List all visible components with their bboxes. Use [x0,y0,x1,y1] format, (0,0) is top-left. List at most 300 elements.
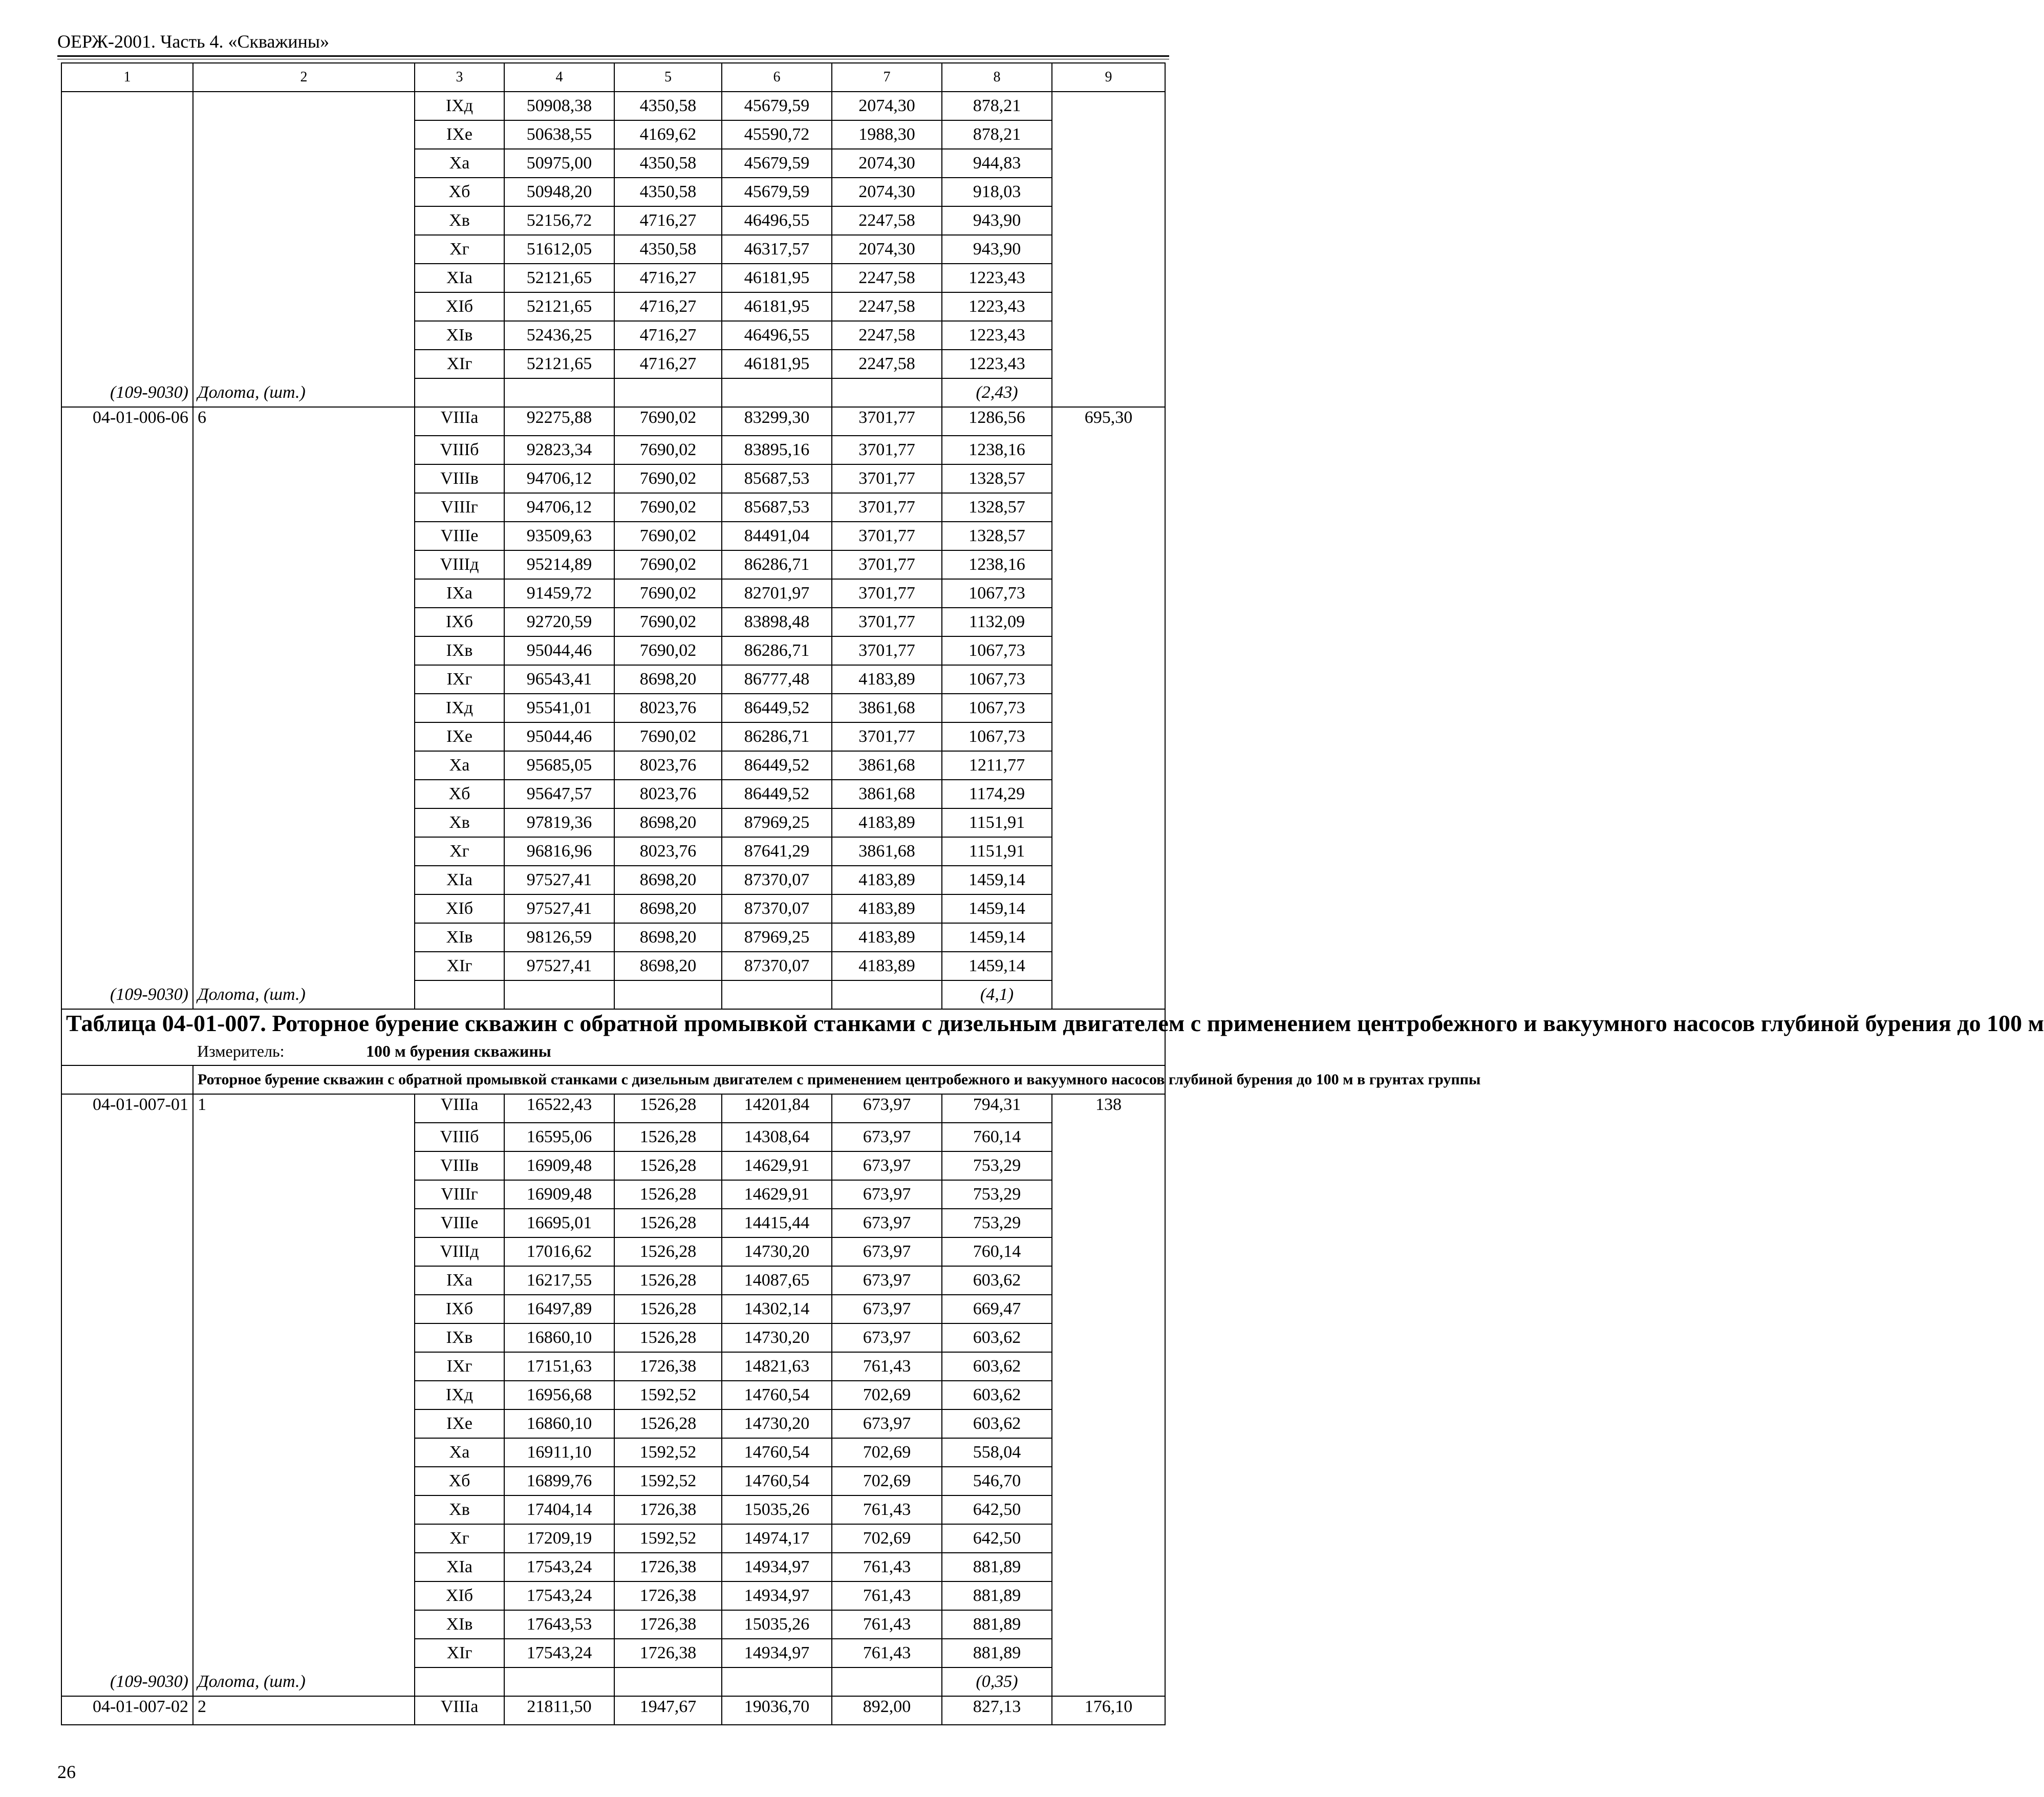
value-cell: 52121,65 [504,264,614,292]
column-header: 5 [614,63,722,92]
row-number [193,722,415,751]
value-cell: 1328,57 [942,464,1052,493]
row-number [193,694,415,722]
value-cell: 84491,04 [722,522,832,550]
value-cell: 97527,41 [504,952,614,980]
value-cell: 8023,76 [614,694,722,722]
table-row [61,1553,1165,1581]
value-cell: 3701,77 [832,636,942,665]
table-row [61,1495,1165,1524]
value-cell: 881,89 [942,1639,1052,1667]
row-number [193,1524,415,1553]
value-cell: 3701,77 [832,436,942,464]
value-cell: 87641,29 [722,837,832,866]
empty-cell [1052,980,1165,1009]
col9-value [1052,665,1165,694]
row-number [193,923,415,952]
value-cell: 1132,09 [942,608,1052,636]
empty-cell [415,378,504,407]
column-header: 2 [193,63,415,92]
value-cell: 16695,01 [504,1209,614,1237]
column-header: 8 [942,63,1052,92]
value-cell: 1726,38 [614,1352,722,1381]
value-cell: 881,89 [942,1553,1052,1581]
value-cell: 14760,54 [722,1438,832,1467]
row-number [193,1495,415,1524]
soil-group: IXв [415,1323,504,1352]
row-code [61,722,193,751]
column-header: 4 [504,63,614,92]
value-cell: 92720,59 [504,608,614,636]
row-number [193,1639,415,1667]
row-number [193,579,415,608]
soil-group: VIIIб [415,436,504,464]
table-row [61,636,1165,665]
value-cell: 1286,56 [942,407,1052,436]
soil-group: XIб [415,292,504,321]
table-row [61,206,1165,235]
row-number [193,206,415,235]
value-cell: 673,97 [832,1237,942,1266]
col9-value [1052,493,1165,522]
row-number [193,751,415,780]
value-cell: 753,29 [942,1151,1052,1180]
value-cell: 14760,54 [722,1467,832,1495]
soil-group: XIб [415,894,504,923]
empty-cell [504,378,614,407]
value-cell: 92823,34 [504,436,614,464]
soil-group: XIг [415,952,504,980]
value-cell: 1726,38 [614,1639,722,1667]
value-cell: 83898,48 [722,608,832,636]
table-row [61,694,1165,722]
value-cell: 1988,30 [832,120,942,149]
value-cell: 603,62 [942,1381,1052,1409]
resource-code: (109-9030) [61,1667,193,1696]
row-number [193,1438,415,1467]
col9-value [1052,1438,1165,1467]
value-cell: 4716,27 [614,264,722,292]
value-cell: 918,03 [942,178,1052,206]
value-cell: 21811,50 [504,1696,614,1725]
value-cell: 17151,63 [504,1352,614,1381]
value-cell: 8698,20 [614,665,722,694]
value-cell: 943,90 [942,235,1052,264]
col9-value [1052,1295,1165,1323]
row-code: 04-01-007-02 [61,1696,193,1725]
value-cell: 7690,02 [614,407,722,436]
value-cell: 2074,30 [832,178,942,206]
value-cell: 8023,76 [614,751,722,780]
value-cell: 1726,38 [614,1581,722,1610]
value-cell: 93509,63 [504,522,614,550]
value-cell: 1328,57 [942,522,1052,550]
value-cell: 673,97 [832,1209,942,1237]
col9-value [1052,1151,1165,1180]
col9-value [1052,522,1165,550]
value-cell: 3861,68 [832,837,942,866]
value-cell: 14087,65 [722,1266,832,1295]
value-cell: 98126,59 [504,923,614,952]
empty-cell [722,1667,832,1696]
value-cell: 92275,88 [504,407,614,436]
page-header: ОЕРЖ-2001. Часть 4. «Скважины» [57,31,330,52]
row-code [61,837,193,866]
value-cell: 673,97 [832,1151,942,1180]
row-number [193,1553,415,1581]
value-cell: 1526,28 [614,1409,722,1438]
empty-cell [722,980,832,1009]
table-body [61,63,2044,1725]
page-number: 26 [57,1762,76,1782]
value-cell: 603,62 [942,1409,1052,1438]
soil-group: Xг [415,1524,504,1553]
table-row [61,1438,1165,1467]
value-cell: 794,31 [942,1094,1052,1123]
value-cell: 45590,72 [722,120,832,149]
col9-value [1052,92,1165,120]
value-cell: 673,97 [832,1323,942,1352]
soil-group: IXa [415,579,504,608]
col9-value [1052,694,1165,722]
value-cell: 14934,97 [722,1639,832,1667]
row-code [61,665,193,694]
value-cell: 7690,02 [614,550,722,579]
col9-value [1052,1266,1165,1295]
row-number [193,780,415,808]
value-cell: 87370,07 [722,866,832,894]
value-cell: 7690,02 [614,636,722,665]
value-cell: 1223,43 [942,321,1052,350]
col9-value [1052,1524,1165,1553]
table-row [61,780,1165,808]
value-cell: 546,70 [942,1467,1052,1495]
value-cell: 4183,89 [832,952,942,980]
value-cell: 4183,89 [832,665,942,694]
value-cell: 17016,62 [504,1237,614,1266]
col9-value [1052,464,1165,493]
soil-group: VIIIд [415,550,504,579]
soil-group: XIг [415,350,504,378]
col9-value: 138 [1052,1094,1165,1123]
row-number [193,436,415,464]
value-cell: 4716,27 [614,206,722,235]
value-cell: 4350,58 [614,149,722,178]
value-cell: 3701,77 [832,522,942,550]
soil-group: IXб [415,608,504,636]
value-cell: 46181,95 [722,292,832,321]
value-cell: 1526,28 [614,1123,722,1151]
value-cell: 827,13 [942,1696,1052,1725]
row-number [193,264,415,292]
value-cell: 2074,30 [832,149,942,178]
table-row [61,235,1165,264]
value-cell: 642,50 [942,1495,1052,1524]
value-cell: 3701,77 [832,608,942,636]
value-cell: 2247,58 [832,206,942,235]
table-row [61,464,1165,493]
soil-group: VIIIe [415,522,504,550]
row-code [61,751,193,780]
value-cell: 46181,95 [722,264,832,292]
value-cell: 3861,68 [832,751,942,780]
col9-value [1052,751,1165,780]
value-cell: 673,97 [832,1123,942,1151]
row-number [193,1237,415,1266]
value-cell: 50948,20 [504,178,614,206]
value-cell: 82701,97 [722,579,832,608]
col9-value [1052,866,1165,894]
value-cell: 753,29 [942,1180,1052,1209]
value-cell: 702,69 [832,1524,942,1553]
col9-value [1052,1123,1165,1151]
value-cell: 94706,12 [504,464,614,493]
row-number: 2 [193,1696,415,1725]
row-code [61,894,193,923]
row-number [193,464,415,493]
value-cell: 702,69 [832,1381,942,1409]
value-cell: 86777,48 [722,665,832,694]
col9-value [1052,1323,1165,1352]
table-row [61,1295,1165,1323]
resource-code: (109-9030) [61,378,193,407]
table-row [61,1352,1165,1381]
row-code [61,808,193,837]
value-cell: 87370,07 [722,894,832,923]
value-cell: 761,43 [832,1352,942,1381]
value-cell: 14760,54 [722,1381,832,1409]
value-cell: 15035,26 [722,1610,832,1639]
col9-value [1052,350,1165,378]
resource-name: Долота, (шт.) [193,980,415,1009]
measure-label: Измеритель: [197,1042,285,1060]
value-cell: 673,97 [832,1094,942,1123]
table-row [61,1696,1165,1725]
value-cell: 7690,02 [614,493,722,522]
table-row [61,1524,1165,1553]
table-row [61,1639,1165,1667]
resource-value: (4,1) [942,980,1052,1009]
value-cell: 95685,05 [504,751,614,780]
empty-cell [832,1667,942,1696]
soil-group: IXe [415,120,504,149]
row-number [193,178,415,206]
value-cell: 1526,28 [614,1323,722,1352]
value-cell: 1211,77 [942,751,1052,780]
value-cell: 8698,20 [614,894,722,923]
value-cell: 4183,89 [832,808,942,837]
value-cell: 97819,36 [504,808,614,837]
row-code [61,1123,193,1151]
empty-cell [722,378,832,407]
soil-group: Xв [415,1495,504,1524]
soil-group: Xa [415,751,504,780]
resource-name: Долота, (шт.) [193,1667,415,1696]
row-number [193,866,415,894]
value-cell: 1223,43 [942,264,1052,292]
empty-cell [614,1667,722,1696]
value-cell: 881,89 [942,1610,1052,1639]
soil-group: VIIIв [415,1151,504,1180]
value-cell: 1726,38 [614,1553,722,1581]
value-cell: 1459,14 [942,894,1052,923]
value-cell: 87370,07 [722,952,832,980]
row-number [193,92,415,120]
value-cell: 97527,41 [504,894,614,923]
value-cell: 1238,16 [942,436,1052,464]
value-cell: 86286,71 [722,722,832,751]
measure-row [61,1037,1165,1065]
footer-row [61,1667,1165,1696]
value-cell: 86449,52 [722,751,832,780]
value-cell: 83895,16 [722,436,832,464]
column-header: 6 [722,63,832,92]
value-cell: 86286,71 [722,550,832,579]
value-cell: 702,69 [832,1438,942,1467]
value-cell: 50975,00 [504,149,614,178]
col9-value [1052,1495,1165,1524]
value-cell: 87969,25 [722,808,832,837]
value-cell: 1526,28 [614,1180,722,1209]
row-number: 1 [193,1094,415,1123]
row-code [61,608,193,636]
column-header: 1 [61,63,193,92]
table-row [61,407,1165,436]
table-row [61,722,1165,751]
value-cell: 86449,52 [722,780,832,808]
soil-group: Xв [415,808,504,837]
table-row [61,923,1165,952]
soil-group: IXг [415,1352,504,1381]
row-number: 6 [193,407,415,436]
row-code [61,493,193,522]
col9-value [1052,1553,1165,1581]
row-code [61,350,193,378]
value-cell: 15035,26 [722,1495,832,1524]
row-code [61,780,193,808]
col9-value [1052,780,1165,808]
value-cell: 3701,77 [832,464,942,493]
row-number [193,1581,415,1610]
value-cell: 702,69 [832,1467,942,1495]
row-code [61,694,193,722]
value-cell: 3701,77 [832,579,942,608]
row-number [193,894,415,923]
row-number [193,1151,415,1180]
col9-value [1052,636,1165,665]
value-cell: 14201,84 [722,1094,832,1123]
value-cell: 14974,17 [722,1524,832,1553]
soil-group: Xб [415,1467,504,1495]
table-row [61,665,1165,694]
row-code [61,1237,193,1266]
soil-group: VIIIг [415,493,504,522]
value-cell: 16860,10 [504,1323,614,1352]
row-code [61,1180,193,1209]
table-row [61,1467,1165,1495]
column-header: 9 [1052,63,1165,92]
value-cell: 1067,73 [942,636,1052,665]
measure-cell [61,1037,1165,1065]
table-description: Роторное бурение скважин с обратной промывкой станками с дизельным двигателем с применением центробежного и вакуумного насосов глубиной бурения до 100 м в грунтах группы [193,1065,1165,1094]
value-cell: 7690,02 [614,579,722,608]
soil-group: XIв [415,1610,504,1639]
value-cell: 16595,06 [504,1123,614,1151]
empty-cell [504,1667,614,1696]
empty-cell [614,980,722,1009]
table-row [61,149,1165,178]
table-row [61,894,1165,923]
value-cell: 45679,59 [722,92,832,120]
table-row [61,1610,1165,1639]
row-code [61,1495,193,1524]
norms-table [61,62,2044,1725]
value-cell: 669,47 [942,1295,1052,1323]
value-cell: 14934,97 [722,1581,832,1610]
value-cell: 3701,77 [832,407,942,436]
value-cell: 1459,14 [942,923,1052,952]
row-code [61,1323,193,1352]
value-cell: 1592,52 [614,1467,722,1495]
row-code [61,866,193,894]
soil-group: XIв [415,321,504,350]
row-code [61,1639,193,1667]
soil-group: Xг [415,235,504,264]
value-cell: 16497,89 [504,1295,614,1323]
row-code [61,1438,193,1467]
soil-group: VIIIв [415,464,504,493]
value-cell: 761,43 [832,1553,942,1581]
value-cell: 603,62 [942,1323,1052,1352]
row-code [61,1524,193,1553]
value-cell: 52121,65 [504,292,614,321]
soil-group: VIIIa [415,1696,504,1725]
value-cell: 95214,89 [504,550,614,579]
resource-value: (0,35) [942,1667,1052,1696]
table-row [61,1123,1165,1151]
value-cell: 83299,30 [722,407,832,436]
value-cell: 14934,97 [722,1553,832,1581]
value-cell: 16911,10 [504,1438,614,1467]
value-cell: 8698,20 [614,866,722,894]
header-rule [57,55,1169,57]
value-cell: 19036,70 [722,1696,832,1725]
col9-value [1052,321,1165,350]
soil-group: XIa [415,866,504,894]
value-cell: 16909,48 [504,1180,614,1209]
col9-value [1052,808,1165,837]
value-cell: 4169,62 [614,120,722,149]
value-cell: 4183,89 [832,894,942,923]
value-cell: 1526,28 [614,1295,722,1323]
row-number [193,522,415,550]
description-row [61,1065,1165,1094]
value-cell: 8698,20 [614,952,722,980]
value-cell: 8023,76 [614,837,722,866]
value-cell: 2247,58 [832,292,942,321]
value-cell: 1067,73 [942,694,1052,722]
table-row [61,321,1165,350]
value-cell: 4716,27 [614,321,722,350]
soil-group: IXe [415,1409,504,1438]
table-row [61,350,1165,378]
value-cell: 878,21 [942,120,1052,149]
value-cell: 87969,25 [722,923,832,952]
value-cell: 1526,28 [614,1266,722,1295]
table-row [61,1381,1165,1409]
value-cell: 14415,44 [722,1209,832,1237]
value-cell: 761,43 [832,1639,942,1667]
